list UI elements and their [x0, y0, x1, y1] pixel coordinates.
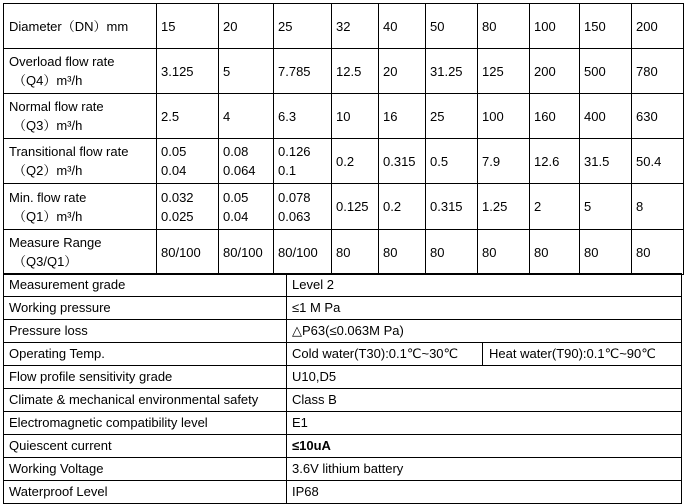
property-label: Electromagnetic compatibility level: [4, 412, 287, 435]
spec-cell: [632, 139, 684, 184]
property-value-secondary: Heat water(T90):0.1℃~90℃: [489, 346, 656, 361]
property-label: Waterproof Level: [4, 481, 287, 504]
spec-cell-value: 0.125: [336, 199, 369, 214]
spec-cell-value: 5: [223, 63, 231, 79]
spec-cell: [530, 139, 580, 184]
spec-cell: [478, 94, 530, 139]
diameter-value: 15: [157, 4, 219, 49]
spec-cell: [332, 49, 379, 94]
spec-cell: [332, 94, 379, 139]
spec-cell-value: 1.25: [482, 199, 508, 214]
property-value-cell: [287, 412, 682, 435]
spec-cell: [332, 230, 379, 275]
spec-cell-value: 50.4: [636, 153, 662, 169]
diameter-value: 25: [274, 4, 332, 49]
property-value-split: [292, 343, 681, 365]
property-value: ≤10uA: [292, 438, 331, 453]
spec-cell: [426, 184, 478, 230]
spec-cell-value: 0.064: [223, 163, 256, 178]
spec-cell-value: 80: [534, 244, 549, 260]
spec-cell: [274, 49, 332, 94]
spec-cell: [379, 184, 426, 230]
property-label: Pressure loss: [4, 320, 287, 343]
property-label: Working Voltage: [4, 458, 287, 481]
spec-cell: [332, 184, 379, 230]
spec-cell-value: 0.078: [278, 189, 311, 205]
spec-cell-value: 0.063: [278, 208, 311, 224]
property-row: [4, 343, 682, 366]
spec-cell-value: 80/100: [223, 244, 263, 260]
spec-row-label: [4, 230, 157, 275]
spec-row-label: [4, 139, 157, 184]
spec-cell-value: 6.3: [278, 108, 297, 124]
property-row: [4, 274, 682, 297]
diameter-label: Diameter（DN）mm: [4, 4, 157, 49]
spec-cell: [332, 139, 379, 184]
spec-cell: [219, 230, 274, 275]
property-value-cell: [287, 320, 682, 343]
diameter-value: 200: [632, 4, 684, 49]
flow-spec-table: [3, 3, 684, 275]
spec-cell: [274, 230, 332, 275]
spec-row: [4, 94, 684, 139]
diameter-row: [4, 4, 684, 49]
spec-cell-value: 0.2: [336, 153, 355, 169]
spec-cell-value: 3.125: [161, 63, 194, 79]
spec-cell: [478, 230, 530, 275]
spec-cell: [478, 49, 530, 94]
spec-row-label-line2: （Q3/Q1）: [13, 254, 78, 269]
spec-cell-value: 80: [336, 244, 351, 260]
spec-cell: [426, 49, 478, 94]
property-value: E1: [292, 415, 308, 430]
spec-cell-value: 0.08: [223, 144, 249, 159]
spec-row-label-line2: （Q2）m³/h: [13, 163, 83, 178]
spec-cell-value: 8: [636, 199, 644, 214]
property-value: ≤1 M Pa: [292, 300, 341, 315]
spec-cell-value: 80/100: [161, 244, 201, 260]
spec-cell: [580, 184, 632, 230]
spec-row-label-line1: Normal flow rate: [9, 99, 104, 114]
property-value: U10,D5: [292, 369, 337, 384]
spec-cell-value: 2.5: [161, 108, 180, 124]
spec-cell: [379, 139, 426, 184]
spec-cell: [379, 49, 426, 94]
spec-cell: [157, 49, 219, 94]
spec-row-label-line1: Min. flow rate: [9, 189, 87, 205]
spec-cell: [530, 49, 580, 94]
property-row: [4, 297, 682, 320]
spec-cell: [530, 184, 580, 230]
spec-cell: [219, 49, 274, 94]
spec-cell: [219, 94, 274, 139]
spec-cell-value: 0.05: [223, 189, 249, 205]
property-value-cell: [287, 458, 682, 481]
spec-cell: [157, 184, 219, 230]
spec-cell-value: 80: [584, 244, 599, 260]
spec-cell-value: 0.5: [430, 153, 449, 169]
property-row: [4, 320, 682, 343]
spec-cell-value: 80: [430, 244, 445, 260]
spec-cell-value: 4: [223, 108, 231, 124]
property-value-cell: [287, 343, 682, 366]
spec-cell: [478, 139, 530, 184]
spec-cell-value: 25: [430, 108, 445, 124]
spec-cell-value: 780: [636, 63, 658, 79]
property-value-cell: [287, 389, 682, 412]
spec-cell: [219, 184, 274, 230]
diameter-value: 100: [530, 4, 580, 49]
property-value-cell: [287, 274, 682, 297]
spec-cell-value: 200: [534, 63, 556, 79]
property-value: 3.6V lithium battery: [292, 461, 404, 476]
property-value: IP68: [292, 484, 319, 499]
spec-cell: [219, 139, 274, 184]
spec-cell-value: 100: [482, 108, 504, 124]
spec-cell: [632, 94, 684, 139]
spec-cell: [157, 139, 219, 184]
diameter-value: 40: [379, 4, 426, 49]
spec-cell-value: 0.1: [278, 163, 297, 178]
spec-row: [4, 139, 684, 184]
property-value-cell: [287, 481, 682, 504]
spec-cell-value: 10: [336, 108, 351, 124]
spec-cell-value: 0.315: [430, 199, 463, 214]
diameter-value: 32: [332, 4, 379, 49]
spec-cell-value: 12.6: [534, 153, 560, 169]
spec-row-label-line2: （Q1）m³/h: [13, 208, 83, 224]
spec-cell-value: 80: [482, 244, 497, 260]
property-row: [4, 366, 682, 389]
property-row: [4, 481, 682, 504]
spec-row-label-line1: Transitional flow rate: [9, 144, 129, 159]
spec-cell: [580, 139, 632, 184]
property-label: Working pressure: [4, 297, 287, 320]
spec-cell: [157, 230, 219, 275]
spec-cell-value: 125: [482, 63, 504, 79]
spec-cell-value: 80/100: [278, 244, 318, 260]
diameter-value: 80: [478, 4, 530, 49]
property-row: [4, 458, 682, 481]
spec-cell: [157, 94, 219, 139]
spec-cell-value: 630: [636, 108, 658, 124]
spec-row-label-line2: （Q4）m³/h: [13, 73, 83, 88]
property-value: △P63(≤0.063M Pa): [292, 323, 404, 338]
property-label: Flow profile sensitivity grade: [4, 366, 287, 389]
property-value-cell: [287, 297, 682, 320]
spec-cell: [632, 49, 684, 94]
property-value: Cold water(T30):0.1℃~30℃: [292, 343, 483, 365]
spec-cell-value: 0.2: [383, 199, 402, 214]
spec-cell: [379, 230, 426, 275]
diameter-value: 50: [426, 4, 478, 49]
spec-cell-value: 160: [534, 108, 556, 124]
property-value-cell: [287, 435, 682, 458]
spec-cell: [580, 230, 632, 275]
spec-cell: [580, 49, 632, 94]
property-row: [4, 435, 682, 458]
spec-row-label-line2: （Q3）m³/h: [13, 118, 83, 133]
property-label: Quiescent current: [4, 435, 287, 458]
spec-cell-value: 80: [636, 244, 651, 260]
spec-cell-value: 5: [584, 199, 592, 214]
spec-cell: [426, 139, 478, 184]
spec-cell-value: 80: [383, 244, 398, 260]
property-value: Level 2: [292, 277, 334, 292]
spec-cell: [379, 94, 426, 139]
spec-cell: [274, 184, 332, 230]
spec-cell-value: 7.785: [278, 63, 311, 79]
spec-cell: [274, 94, 332, 139]
spec-cell-value: 0.025: [161, 208, 194, 224]
spec-cell-value: 500: [584, 63, 606, 79]
spec-cell-value: 7.9: [482, 153, 501, 169]
spec-cell: [274, 139, 332, 184]
spec-cell: [580, 94, 632, 139]
spec-cell-value: 0.05: [161, 144, 187, 159]
spec-cell-value: 0.126: [278, 144, 311, 159]
spec-row-label: [4, 49, 157, 94]
spec-row: [4, 49, 684, 94]
spec-cell-value: 0.032: [161, 189, 194, 205]
spec-row-label: [4, 94, 157, 139]
spec-cell-value: 0.04: [161, 163, 187, 178]
diameter-value: 20: [219, 4, 274, 49]
spec-row: [4, 184, 684, 230]
spec-cell-value: 31.25: [430, 63, 463, 79]
spec-cell-value: 0.315: [383, 153, 416, 169]
spec-cell: [632, 184, 684, 230]
spec-cell: [426, 94, 478, 139]
spec-cell-value: 0.04: [223, 208, 249, 224]
property-label: Measurement grade: [4, 274, 287, 297]
spec-cell: [530, 94, 580, 139]
spec-cell-value: 2: [534, 199, 542, 214]
property-label: Climate & mechanical environmental safety: [4, 389, 287, 412]
property-value-cell: [287, 366, 682, 389]
spec-cell: [632, 230, 684, 275]
spec-cell: [426, 230, 478, 275]
spec-cell: [530, 230, 580, 275]
spec-cell-value: 400: [584, 108, 606, 124]
spec-cell: [478, 184, 530, 230]
diameter-value: 150: [580, 4, 632, 49]
spec-row: [4, 230, 684, 275]
spec-cell-value: 12.5: [336, 63, 362, 79]
properties-table: [3, 273, 682, 504]
spec-cell-value: 31.5: [584, 153, 610, 169]
spec-cell-value: 20: [383, 63, 398, 79]
property-label: Operating Temp.: [4, 343, 287, 366]
spec-row-label: [4, 184, 157, 230]
property-value: Class B: [292, 392, 337, 407]
property-row: [4, 412, 682, 435]
spec-row-label-line1: Measure Range: [9, 235, 102, 250]
spec-row-label-line1: Overload flow rate: [9, 54, 115, 69]
spec-cell-value: 16: [383, 108, 398, 124]
property-row: [4, 389, 682, 412]
